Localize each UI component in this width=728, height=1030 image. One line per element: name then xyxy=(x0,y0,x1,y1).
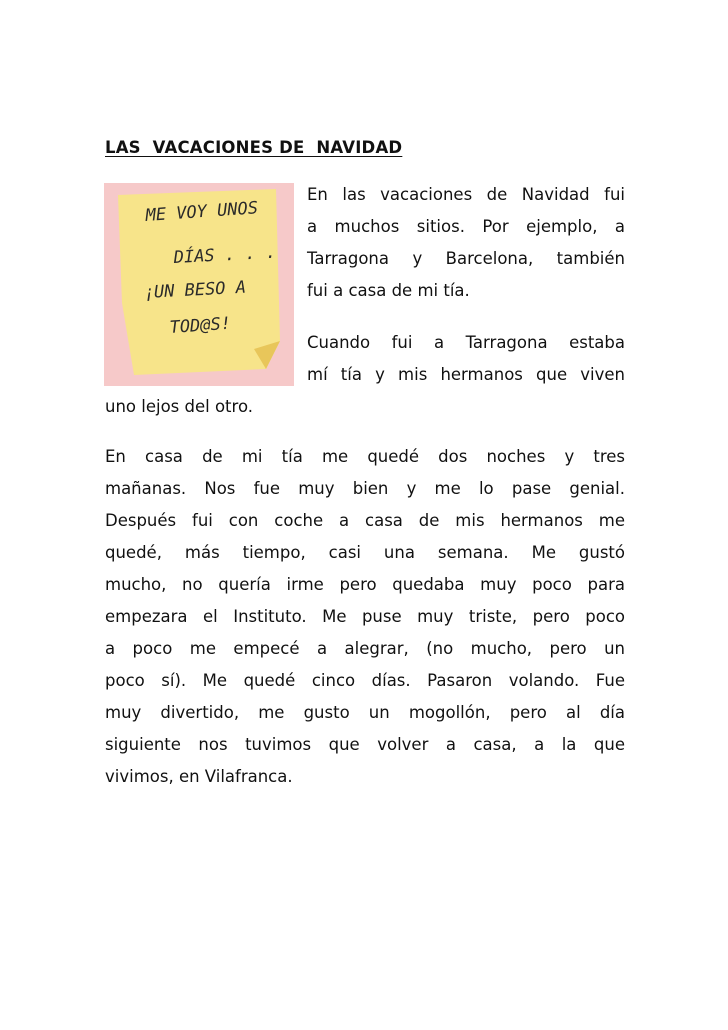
side-paragraph-2-tail: uno lejos del otro. xyxy=(105,397,254,416)
side-paragraph-1-line: a muchos sitios. Por ejemplo, a xyxy=(307,217,625,236)
note-line-3: ¡UN BESO A xyxy=(143,277,247,303)
note-line-1: ME VOY UNOS xyxy=(144,198,259,226)
main-paragraph-line: siguiente nos tuvimos que volver a casa, a la que xyxy=(105,735,625,754)
main-paragraph-line: mañanas. Nos fue muy bien y me lo pase genial. xyxy=(105,479,625,498)
side-paragraph-1-line: En las vacaciones de Navidad fui xyxy=(307,185,625,204)
main-paragraph-line: muy divertido, me gusto un mogollón, pero al día xyxy=(105,703,625,722)
main-paragraph-line: a poco me empecé a alegrar, (no mucho, pero un xyxy=(105,639,625,658)
note-line-2: DÍAS . . . xyxy=(173,242,277,268)
main-paragraph-line: mucho, no quería irme pero quedaba muy poco para xyxy=(105,575,625,594)
side-paragraph-2-line: mí tía y mis hermanos que viven xyxy=(307,365,625,384)
side-paragraph-1-line: fui a casa de mi tía. xyxy=(307,281,470,300)
main-paragraph-line: En casa de mi tía me quedé dos noches y tres xyxy=(105,447,625,466)
main-paragraph-line: empezara el Instituto. Me puse muy triste, pero poco xyxy=(105,607,625,626)
main-paragraph-line: poco sí). Me quedé cinco días. Pasaron volando. Fue xyxy=(105,671,625,690)
side-paragraph-2-line: Cuando fui a Tarragona estaba xyxy=(307,333,625,352)
sticky-note-image xyxy=(104,183,294,386)
main-paragraph-line: Después fui con coche a casa de mis hermanos me xyxy=(105,511,625,530)
side-paragraph-1-line: Tarragona y Barcelona, también xyxy=(307,249,625,268)
document-title: LAS VACACIONES DE NAVIDAD xyxy=(105,138,403,157)
note-line-4: TOD@S! xyxy=(168,313,232,338)
main-paragraph-line: vivimos, en Vilafranca. xyxy=(105,767,293,786)
main-paragraph-line: quedé, más tiempo, casi una semana. Me gustó xyxy=(105,543,625,562)
